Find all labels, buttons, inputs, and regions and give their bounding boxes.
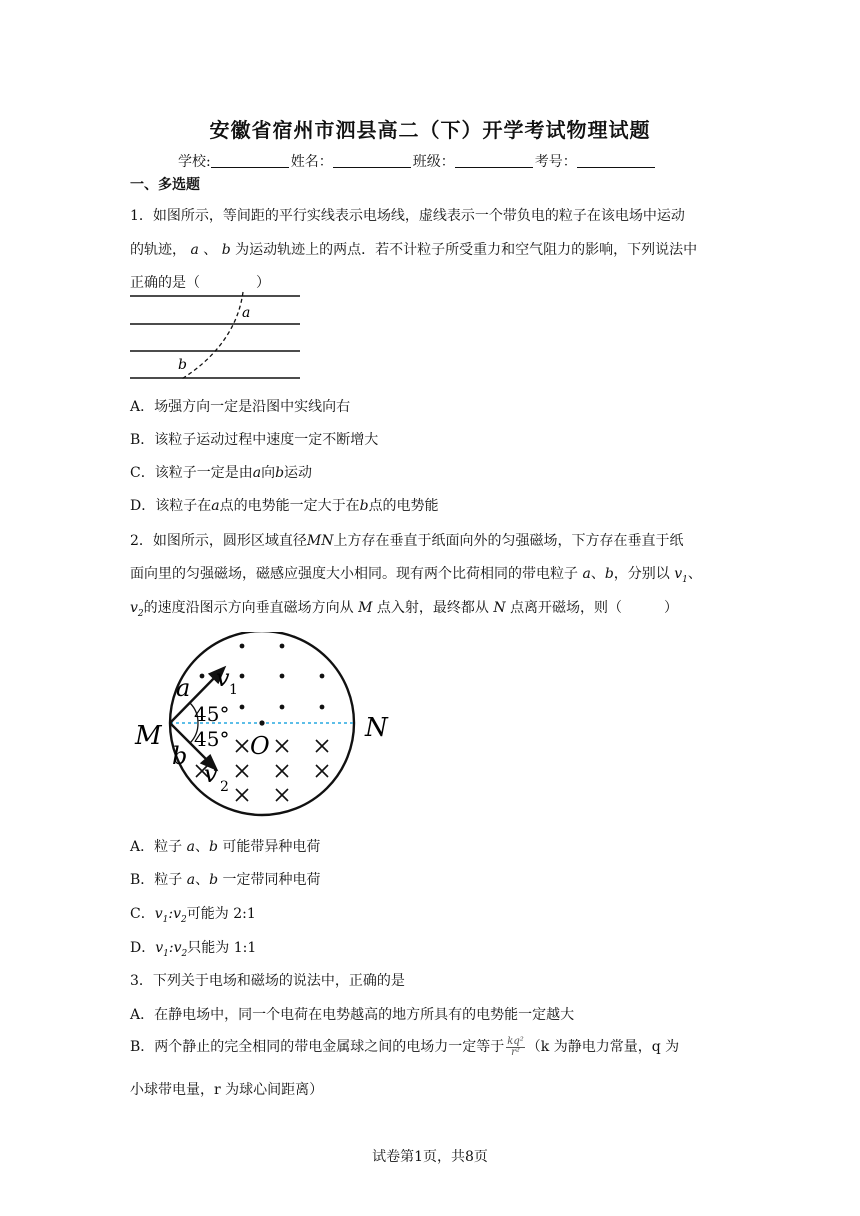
label-v1: v <box>216 664 230 692</box>
name-label: 姓名： <box>290 154 333 170</box>
q3-option-b[interactable]: B．两个静止的完全相同的带电金属球之间的电场力一定等于 $\frac{\text{kq²}}{\text{r²}}$ （k 为静电力常量，q 为 <box>130 1035 680 1058</box>
label-o: O <box>250 732 270 760</box>
q1-option-b[interactable]: B．该粒子运动过程中速度一定不断增大 <box>130 432 379 448</box>
point-b-label: b <box>178 357 187 373</box>
label-a: a <box>176 674 191 702</box>
student-info-row <box>178 151 657 171</box>
page-title: 安徽省宿州市泗县高二（下）开学考试物理试题 <box>209 118 651 142</box>
q2-line3: $v_2$的速度沿图示方向垂直磁场方向从 M 点入射，最终都从 N 点离开磁场，则（ ） <box>130 600 679 619</box>
page-footer: 试卷第1页，共8页 <box>372 1149 488 1165</box>
section-heading: 一、多选题 <box>130 177 200 193</box>
q2-magnetic-field-figure <box>132 632 392 822</box>
q1-field-lines-figure <box>128 290 303 382</box>
q2-option-b[interactable]: B．粒子 a、b 一定带同种电荷 <box>130 872 321 888</box>
label-n: N <box>365 713 388 743</box>
particle-trajectory <box>180 292 243 380</box>
q1-option-a[interactable]: A．场强方向一定是沿图中实线向右 <box>130 399 351 415</box>
q3-option-b-line2: 小球带电量，r 为球心间距离） <box>130 1082 324 1098</box>
q2-option-a[interactable]: A．粒子 a、b 可能带异种电荷 <box>130 839 321 855</box>
q1-line3: 正确的是（ ） <box>130 275 270 291</box>
label-v2-sub: 2 <box>220 779 229 795</box>
id-label: 考号： <box>534 154 577 170</box>
coulomb-fraction: $\frac{\text{kq²}}{\text{r²}}$ <box>507 1035 524 1058</box>
q1-line1: 1．如图所示，等间距的平行实线表示电场线，虚线表示一个带负电的粒子在该电场中运动 <box>130 208 685 224</box>
point-a-label: a <box>242 305 251 321</box>
class-blank[interactable] <box>455 153 533 168</box>
id-blank[interactable] <box>577 153 655 168</box>
label-v2: v <box>204 760 218 788</box>
label-v1-sub: 1 <box>229 682 238 698</box>
q3-line1: 3．下列关于电场和磁场的说法中，正确的是 <box>130 973 405 989</box>
name-blank[interactable] <box>333 153 411 168</box>
q1-line2: 的轨迹， a 、 b 为运动轨迹上的两点．若不计粒子所受重力和空气阻力的影响，下列说法中 <box>130 242 698 258</box>
center-o <box>259 720 264 725</box>
label-b: b <box>172 742 188 770</box>
q2-line2: 面向里的匀强磁场，磁感应强度大小相同。现有两个比荷相同的带电粒子 a、b，分别以 $v_1$、 <box>130 566 702 585</box>
q2-option-c[interactable]: C．$v_1:v_2$可能为 2:1 <box>130 906 256 925</box>
q3-option-a[interactable]: A．在静电场中，同一个电荷在电势越高的地方所具有的电势能一定越大 <box>130 1007 575 1023</box>
q2-line1: 2．如图所示，圆形区域直径MN上方存在垂直于纸面向外的匀强磁场，下方存在垂直于纸 <box>130 533 684 549</box>
q2-option-d[interactable]: D．$v_1:v_2$只能为 1:1 <box>130 940 257 959</box>
class-label: 班级： <box>412 154 455 170</box>
label-m: M <box>135 721 162 751</box>
school-label: 学校: <box>178 154 211 170</box>
angle-label-top: 45° <box>194 702 230 726</box>
angle-label-bottom: 45° <box>194 727 230 751</box>
q1-option-d[interactable]: D．该粒子在a点的电势能一定大于在b点的电势能 <box>130 498 439 514</box>
school-blank[interactable] <box>211 153 289 168</box>
q1-option-c[interactable]: C．该粒子一定是由a向b运动 <box>130 465 313 481</box>
